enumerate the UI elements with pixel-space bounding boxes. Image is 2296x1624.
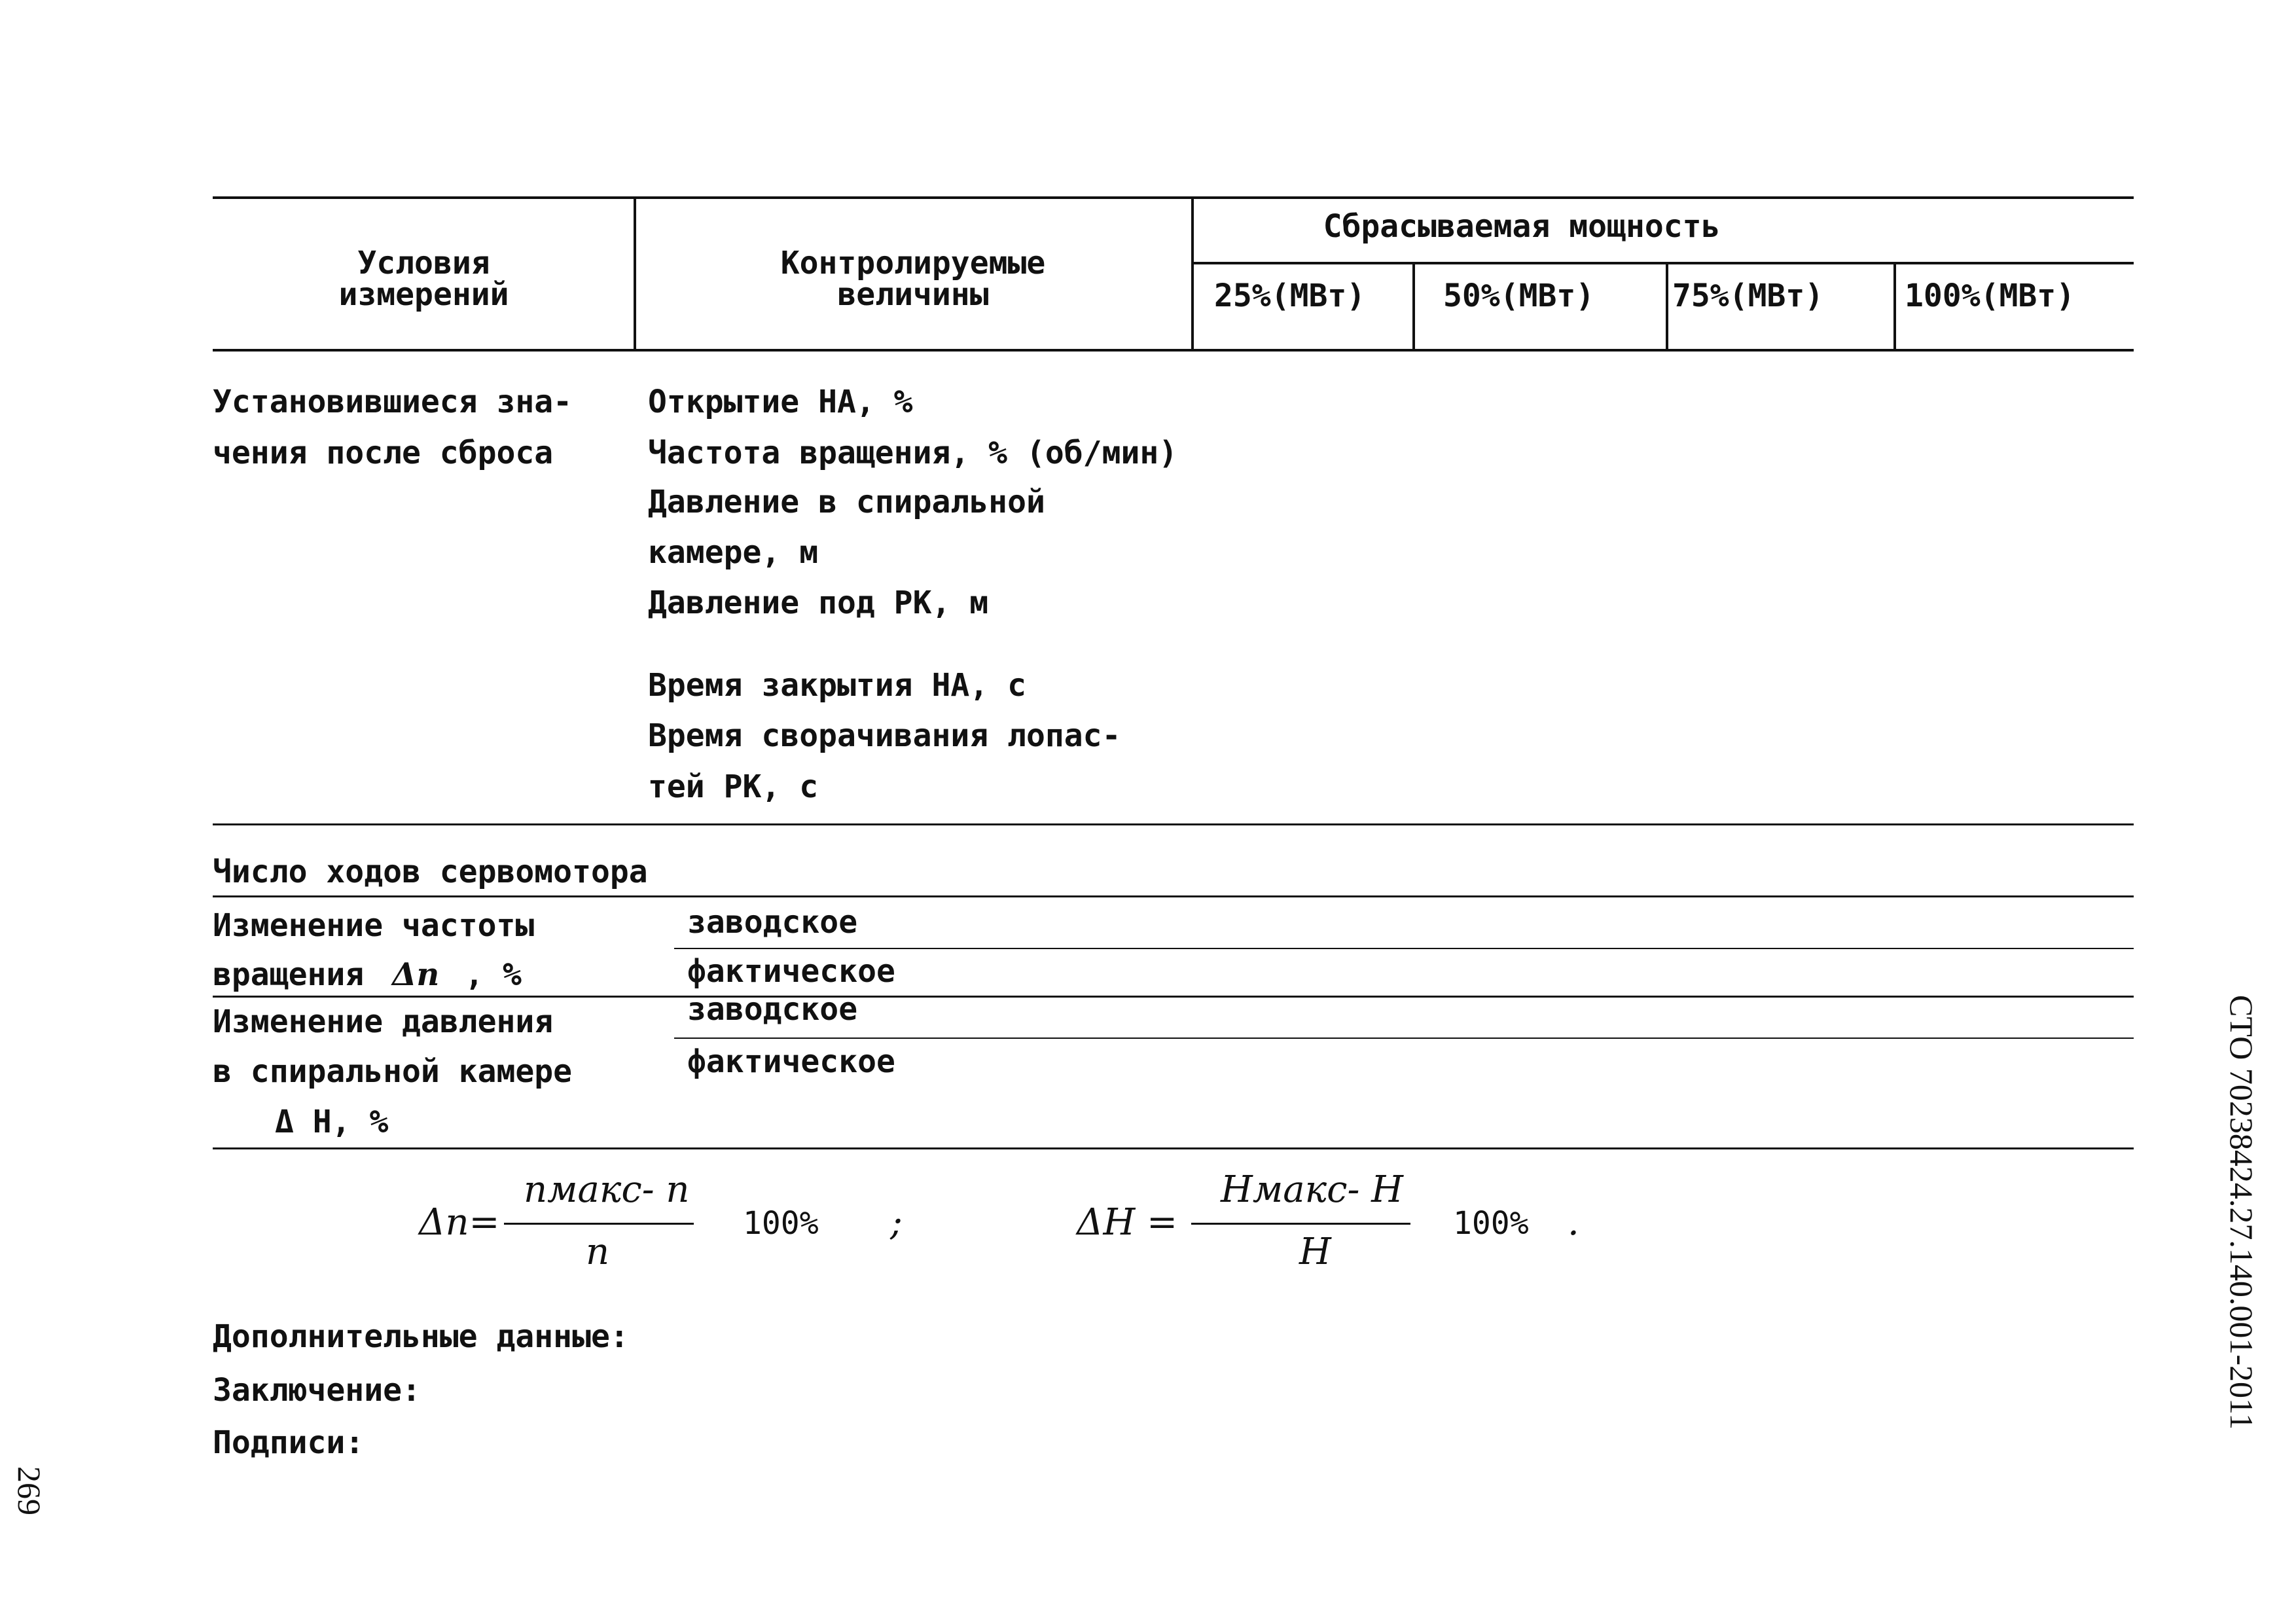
subheader-rule [1191, 262, 2134, 264]
formula1-multiplier: 100% [743, 1205, 819, 1242]
quantity-4: камере, м [648, 534, 819, 571]
formula1-separator: ; [890, 1201, 903, 1244]
header-divider-1 [634, 196, 636, 352]
freq-actual: фактическое [687, 953, 895, 990]
press-mid-rule [674, 1038, 2134, 1039]
formula2-end: . [1568, 1201, 1579, 1244]
formula1-lhs: Δn= [419, 1201, 500, 1244]
press-bottom-rule [213, 1147, 2134, 1149]
freq-change-line1: Изменение частоты [213, 907, 535, 944]
press-change-line2: в спиральной камере [213, 1053, 573, 1090]
formula2-fraction-bar [1191, 1223, 1410, 1225]
formula1-denominator: n [586, 1231, 610, 1273]
freq-change-line2: вращения Δn , % [213, 956, 522, 993]
press-change-line3: Δ Н, % [275, 1104, 389, 1140]
formula2-lhs: ΔН = [1077, 1201, 1177, 1244]
header-divider-4 [1666, 262, 1668, 352]
time-1: Время закрытия НА, с [648, 667, 1026, 704]
header-divider-2 [1191, 196, 1194, 352]
formula2-multiplier: 100% [1453, 1205, 1529, 1242]
quantity-5: Давление под РК, м [648, 585, 989, 621]
header-50: 50%(МВт) [1443, 278, 1595, 314]
formula2-denominator: Н [1299, 1231, 1331, 1273]
header-quantities: Контролируемые величины [780, 245, 1046, 313]
section1-bottom-rule [213, 823, 2134, 825]
press-factory: заводское [687, 991, 858, 1028]
header-75: 75%(МВт) [1672, 278, 1824, 314]
time-3: тей РК, с [648, 768, 819, 805]
footer-signatures: Подписи: [213, 1424, 365, 1461]
header-100: 100%(МВт) [1905, 278, 2075, 314]
quantity-2: Частота вращения, % (об/мин) [648, 435, 1178, 471]
header-divider-3 [1412, 262, 1415, 352]
header-conditions-line1: Условия измерений [338, 245, 509, 313]
formula2-numerator: Нмакс- Н [1221, 1168, 1404, 1211]
footer-extra-data: Дополнительные данные: [213, 1318, 629, 1355]
quantity-3: Давление в спиральной [648, 484, 1045, 520]
freq-mid-rule [674, 948, 2134, 949]
header-bottom-rule [213, 349, 2134, 352]
footer-conclusion: Заключение: [213, 1372, 421, 1409]
time-2: Время сворачивания лопас- [648, 717, 1121, 754]
press-change-line1: Изменение давления [213, 1003, 554, 1040]
servo-row-rule [213, 895, 2134, 897]
press-actual: фактическое [687, 1043, 895, 1080]
freq-factory: заводское [687, 904, 858, 941]
formula1-fraction-bar [504, 1223, 694, 1225]
freq-bottom-rule [213, 996, 2134, 998]
header-power-group: Сбрасываемая мощность [1323, 208, 1721, 245]
document-code: СТО 70238424.27.140.001-2011 [2223, 995, 2260, 1430]
condition-line2: чения после сброса [213, 435, 554, 471]
servo-row-label: Число ходов сервомотора [213, 854, 648, 890]
quantity-1: Открытие НА, % [648, 384, 913, 420]
table-top-rule [213, 196, 2134, 199]
header-25: 25%(МВт) [1214, 278, 1366, 314]
page-number: 269 [11, 1466, 48, 1515]
formula1-numerator: nмакс- n [524, 1168, 690, 1211]
condition-line1: Установившиеся зна- [213, 384, 573, 420]
header-divider-5 [1893, 262, 1896, 352]
